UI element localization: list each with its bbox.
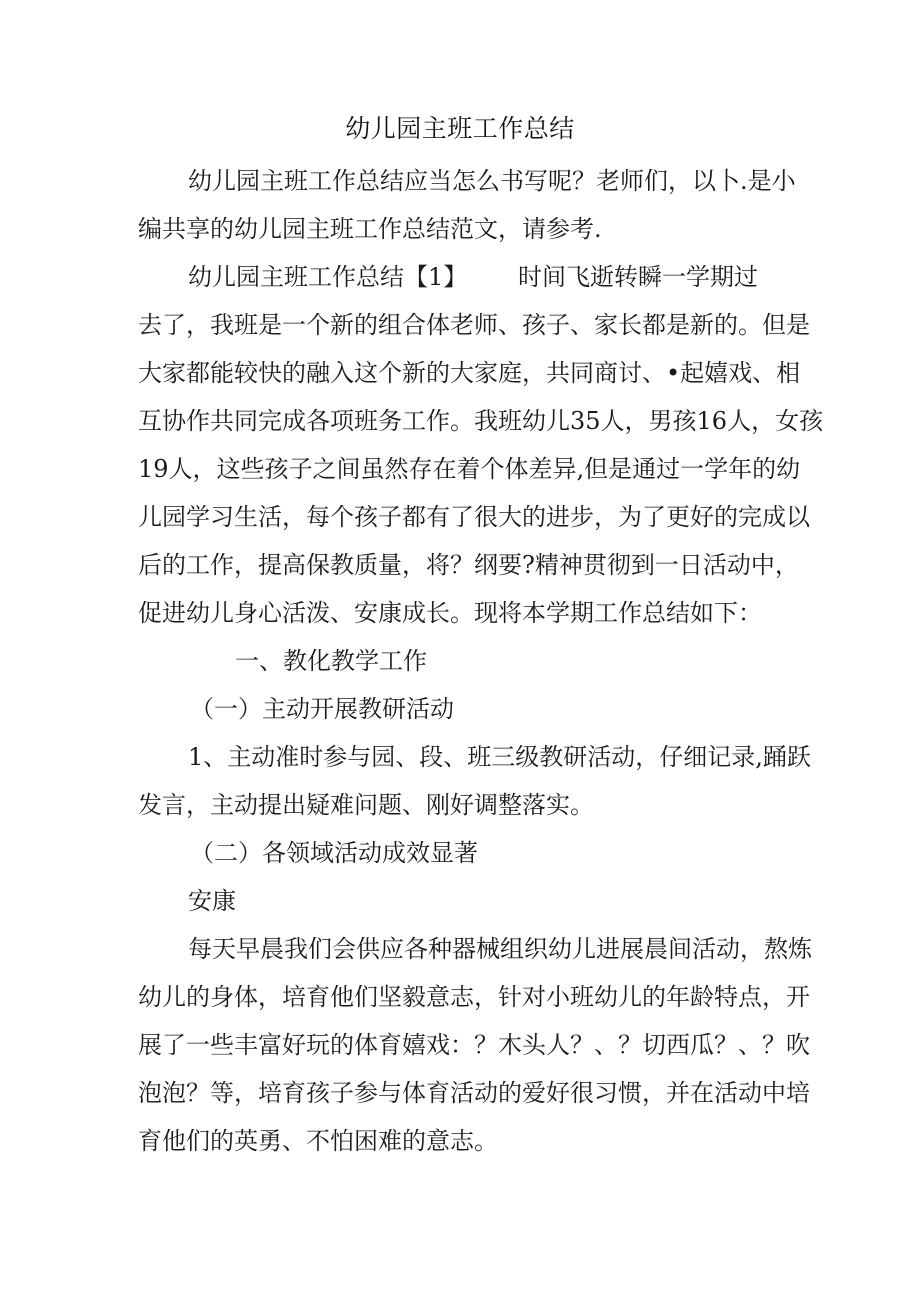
paragraph-line: 互协作共同完成各项班务工作。我班幼儿35人，男孩16人，女孩	[138, 407, 824, 435]
paragraph-line: 1、主动准时参与园、段、班三级教研活动，仔细记录,踊跃	[188, 743, 811, 771]
paragraph-line: 编共享的幼儿园主班工作总结范文，请参考.	[138, 215, 602, 243]
paragraph-line: 后的工作，提高保教质量，将？纲要?精神贯彻到一日活动中，	[138, 551, 799, 579]
section-heading-line	[188, 259, 788, 295]
paragraph-line: 展了一些丰富好玩的体育嬉戏：？木头人？、？切西瓜？、？吹	[138, 1031, 810, 1059]
paragraph-line: 每天早晨我们会供应各种器械组织幼儿进展晨间活动，熬炼	[188, 935, 812, 963]
paragraph-line: 幼儿的身体，培育他们坚毅意志，针对小班幼儿的年龄特点，开	[138, 983, 810, 1011]
paragraph-line: 去了，我班是一个新的组合体老师、孩子、家长都是新的。但是	[138, 311, 810, 339]
paragraph-line: 促进幼儿身心活泼、安康成长。现将本学期工作总结如下：	[138, 599, 762, 627]
subsection-heading: （一）主动开展教研活动	[190, 695, 454, 723]
document-title: 幼儿园主班工作总结	[345, 114, 575, 143]
topic-heading: 安康	[188, 887, 236, 915]
subsection-heading: （二）各领域活动成效显著	[190, 839, 478, 867]
section-heading-label: 幼儿园主班工作总结【1】	[188, 263, 468, 291]
paragraph-line-start: 时间飞逝转瞬一学期过	[518, 263, 758, 291]
paragraph-line: 育他们的英勇、不怕困难的意志。	[138, 1127, 498, 1155]
paragraph-line: 19人，这些孩子之间虽然存在着个体差异,但是通过一学年的幼	[138, 455, 801, 483]
paragraph-line: 儿园学习生活，每个孩子都有了很大的进步，为了更好的完成以	[138, 503, 810, 531]
paragraph-line: 泡泡？等，培育孩子参与体育活动的爱好很习惯，并在活动中培	[138, 1079, 810, 1107]
section-heading: 一、教化教学工作	[235, 647, 427, 675]
paragraph-line: 发言，主动提出疑难问题、刚好调整落实。	[138, 791, 594, 819]
paragraph-line: 大家都能较快的融入这个新的大家庭，共同商讨、•起嬉戏、相	[138, 359, 801, 387]
paragraph-line: 幼儿园主班工作总结应当怎么书写呢？老师们，以卜.是小	[188, 167, 796, 195]
